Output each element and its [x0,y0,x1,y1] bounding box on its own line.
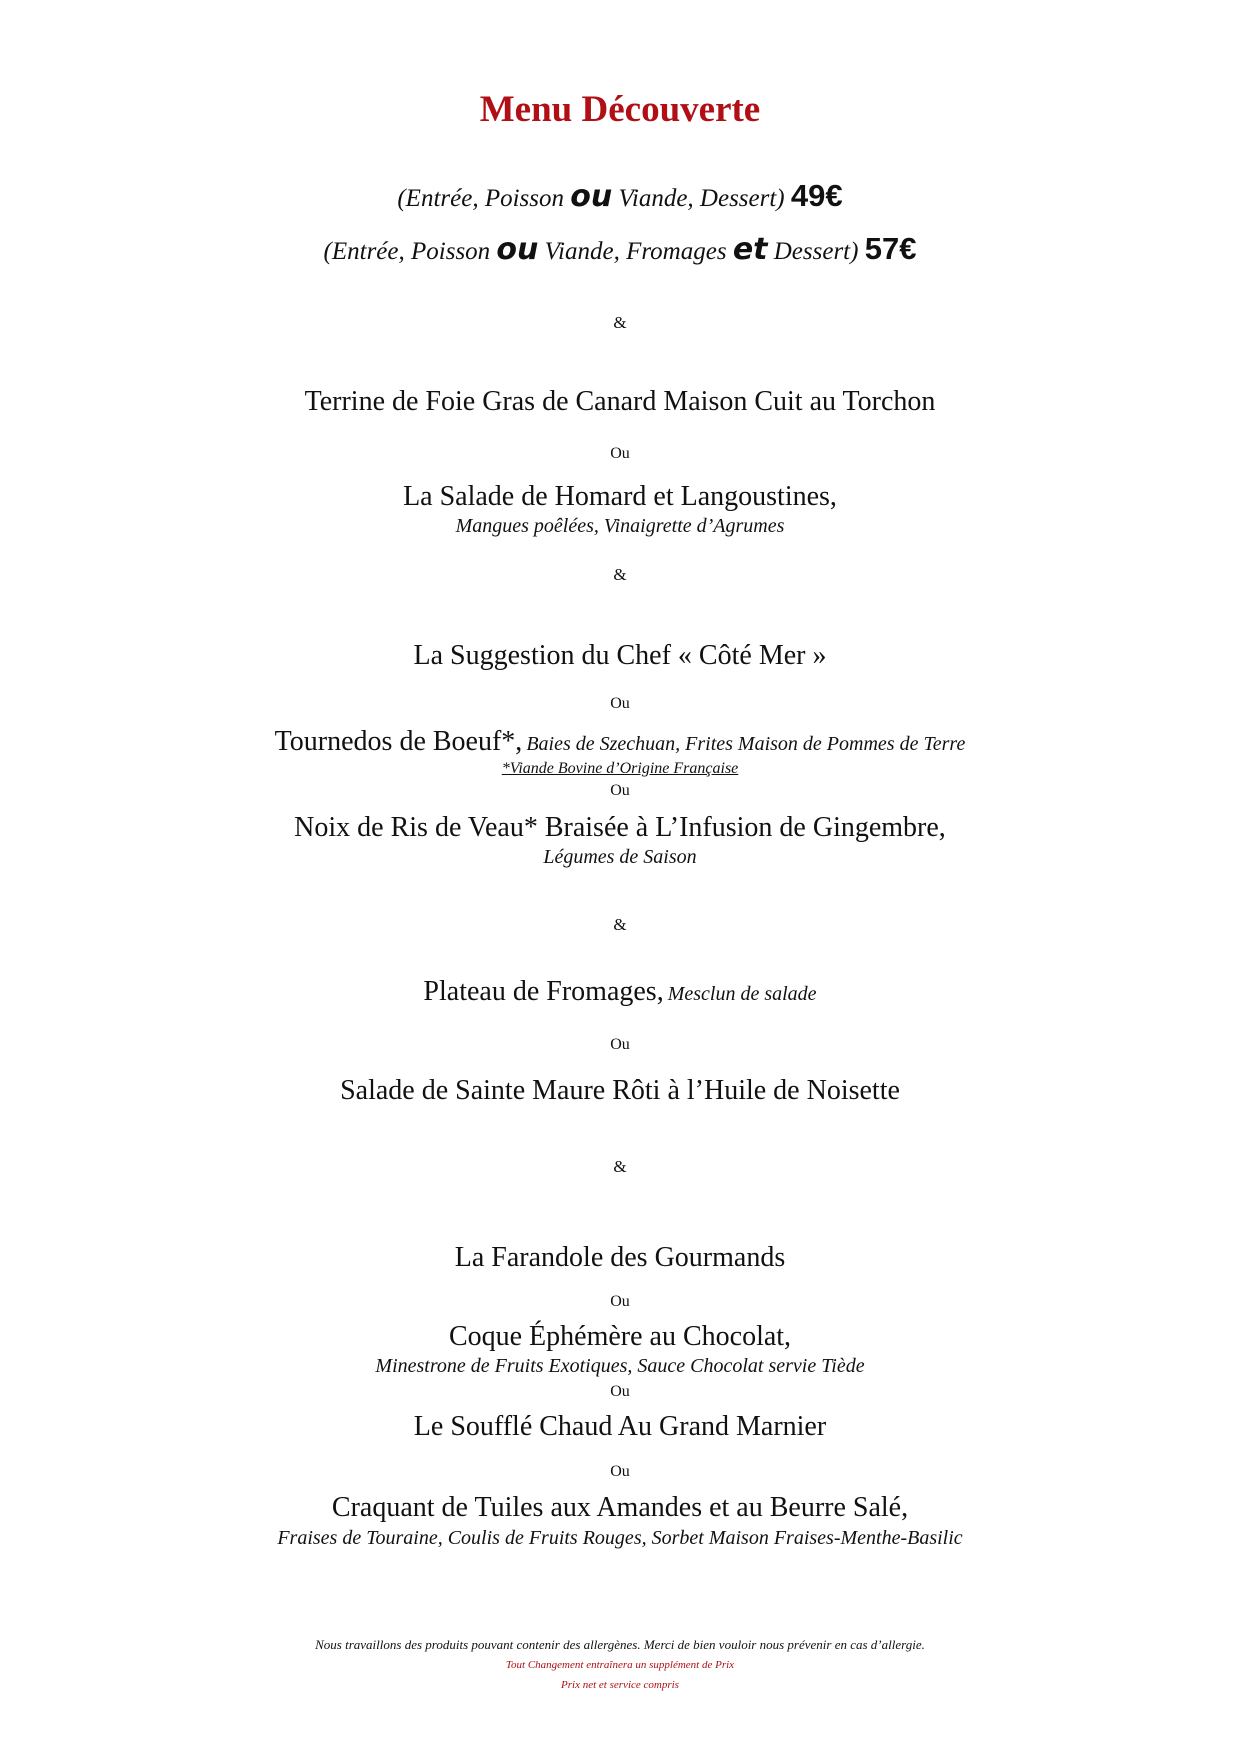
main-2-description: Baies de Szechuan, Frites Maison de Pommes de Terre [526,733,966,755]
main-1: La Suggestion du Chef « Côté Mer » [413,640,827,671]
price-notice: Prix net et service compris [561,1679,679,1691]
pricing-2-part-b: Viande, Fromages [544,238,727,265]
main-3-description: Légumes de Saison [543,846,697,868]
dessert-2-description: Minestrone de Fruits Exotiques, Sauce Chocolat servie Tiède [375,1355,865,1377]
cheese-1: Plateau de Fromages, [423,976,664,1007]
ornament-separator-icon: & [613,565,627,584]
ornament-separator-icon: & [613,915,627,934]
cheese-2: Salade de Sainte Maure Rôti à l’Huile de Noisette [340,1075,900,1106]
main-2: Tournedos de Boeuf*, [274,726,523,757]
main-2-line [0,726,1240,758]
or-label: Ou [610,445,630,462]
menu-title: Menu Découverte [479,89,761,130]
main-3: Noix de Ris de Veau* Braisée à L’Infusion de Gingembre, [294,812,946,843]
dessert-1: La Farandole des Gourmands [454,1242,786,1273]
dessert-2: Coque Éphémère au Chocolat, [448,1321,792,1352]
dessert-4-description: Fraises de Touraine, Coulis de Fruits Rouges, Sorbet Maison Fraises-Menthe-Basilic [277,1527,963,1549]
main-2-origin-note: *Viande Bovine d’Origine Française [501,760,739,777]
entree-2: La Salade de Homard et Langoustines, [403,481,837,512]
pricing-1-part-a: (Entrée, Poisson [397,185,564,212]
pricing-2-part-c: Dessert) [773,238,859,265]
price-57: 57€ [864,231,917,266]
pricing-2-conj-1: ou [496,232,539,267]
cheese-1-description: Mesclun de salade [667,983,817,1005]
or-label: Ou [610,1463,630,1480]
pricing-line-1 [0,178,1240,214]
pricing-1-conj: ou [570,179,613,214]
supplement-notice: Tout Changement entraînera un supplément de Prix [505,1659,735,1671]
ornament-separator-icon: & [613,1157,627,1176]
price-49: 49€ [790,178,843,213]
or-label: Ou [610,782,630,799]
dessert-3: Le Soufflé Chaud Au Grand Marnier [413,1411,827,1442]
entree-1: Terrine de Foie Gras de Canard Maison Cuit au Torchon [304,386,936,417]
or-label: Ou [610,1383,630,1400]
or-label: Ou [610,1293,630,1310]
pricing-line-2 [0,231,1240,267]
allergen-notice: Nous travaillons des produits pouvant contenir des allergènes. Merci de bien vouloir nous prévenir en cas d’allergie. [315,1637,925,1652]
entree-2-description: Mangues poêlées, Vinaigrette d’Agrumes [455,515,785,537]
dessert-4: Craquant de Tuiles aux Amandes et au Beurre Salé, [331,1492,909,1523]
or-label: Ou [610,1036,630,1053]
or-label: Ou [610,695,630,712]
pricing-2-conj-2: et [732,232,768,267]
pricing-2-part-a: (Entrée, Poisson [323,238,491,265]
ornament-separator-icon: & [613,313,627,332]
cheese-1-line [0,976,1240,1008]
pricing-1-part-b: Viande, Dessert) [618,185,785,212]
